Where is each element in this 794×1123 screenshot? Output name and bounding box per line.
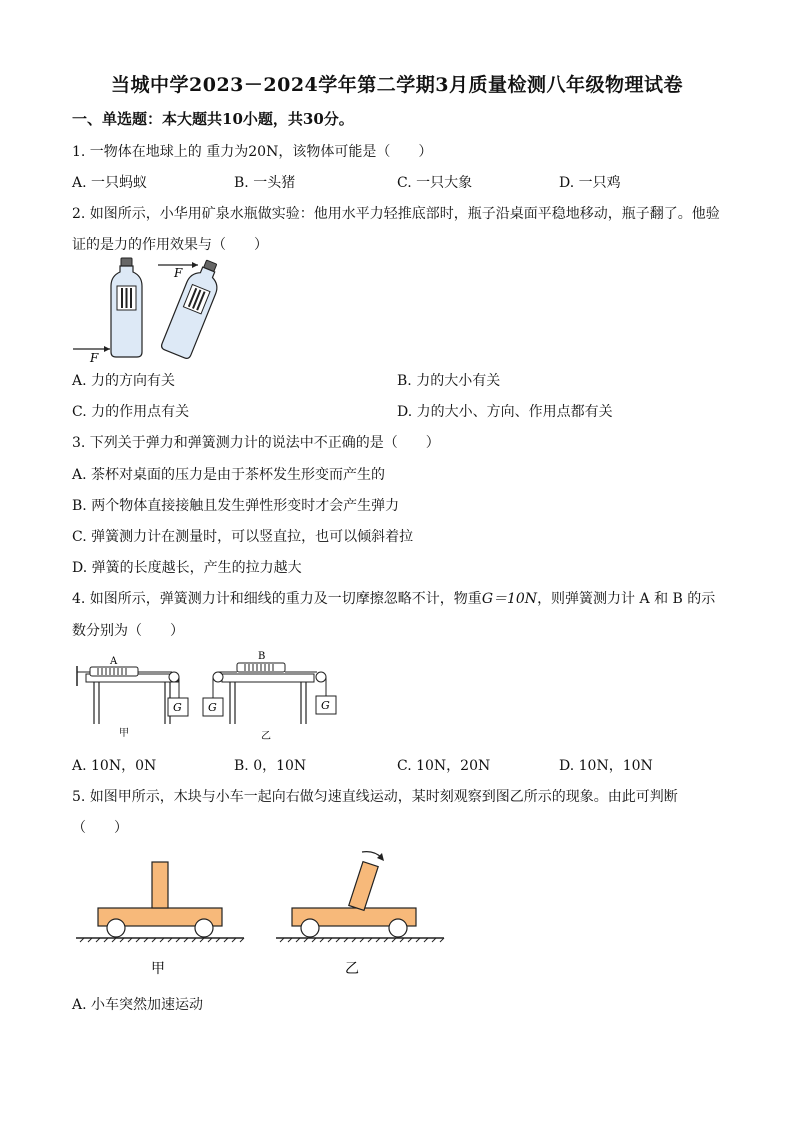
q3-option-a: A. 茶杯对桌面的压力是由于茶杯发生形变而产生的: [72, 467, 386, 483]
question-2-stem-line1: 2. 如图所示，小华用矿泉水瓶做实验：他用水平力轻推底部时，瓶子沿桌面平稳地移动，瓶子翻了。他验: [72, 206, 720, 222]
cart-label-yi: 乙: [345, 961, 359, 977]
question-5-stem-line1: 5. 如图甲所示，木块与小车一起向右做匀速直线运动，某时刻观察到图乙所示的现象。由此可判断: [72, 789, 678, 805]
question-3-stem: 3. 下列关于弹力和弹簧测力计的说法中不正确的是（ ）: [72, 435, 440, 451]
label-jia: 甲: [119, 728, 129, 739]
q4-stem-math: G＝10N: [481, 591, 538, 607]
label-weight-g-1: G: [173, 701, 182, 714]
q1-option-c: C. 一只大象: [397, 175, 473, 191]
force-label-top: F: [174, 266, 183, 280]
question-2-stem-line2: 证的是力的作用效果与（ ）: [72, 237, 268, 253]
question-5-stem-line2: （ ）: [72, 820, 128, 836]
block-tilted: [349, 862, 378, 911]
section-heading: 一、单选题：本大题共10小题，共30分。: [72, 110, 354, 128]
label-weight-g-3: G: [321, 699, 330, 712]
bottle-figure: [70, 256, 240, 368]
page-title: 当城中学2023－2024学年第二学期3月质量检测八年级物理试卷: [111, 74, 683, 96]
label-scale-b: B: [258, 651, 266, 662]
q4-stem-post: ，则弹簧测力计 A 和 B 的示: [537, 591, 716, 607]
label-scale-a: A: [110, 656, 118, 667]
q1-option-d: D. 一只鸡: [559, 175, 621, 191]
figure-yi: [203, 651, 336, 742]
q4-option-a: A. 10N，0N: [72, 758, 157, 774]
label-weight-g-2: G: [208, 701, 217, 714]
question-4-stem-line2: 数分别为（ ）: [72, 623, 184, 639]
q4-stem-pre: 4. 如图所示，弹簧测力计和细线的重力及一切摩擦忽略不计，物重: [72, 591, 482, 607]
label-yi: 乙: [261, 731, 271, 742]
q2-option-a: A. 力的方向有关: [72, 373, 176, 389]
cart-figure-yi: [276, 852, 444, 977]
q1-option-b: B. 一头猪: [234, 175, 296, 191]
bottle-tilted: [160, 256, 226, 359]
q4-option-b: B. 0，10N: [234, 758, 307, 774]
spring-scale-figure: [72, 648, 342, 743]
q3-option-c: C. 弹簧测力计在测量时，可以竖直拉，也可以倾斜着拉: [72, 529, 414, 545]
q4-option-d: D. 10N，10N: [559, 758, 653, 774]
question-4-stem-line1: [72, 588, 715, 608]
cart-label-jia: 甲: [151, 961, 165, 977]
q2-option-b: B. 力的大小有关: [397, 373, 501, 389]
q4-option-c: C. 10N，20N: [397, 758, 491, 774]
q5-option-a: A. 小车突然加速运动: [72, 997, 204, 1013]
cart-figure-jia: [76, 862, 244, 977]
block-upright: [152, 862, 168, 908]
q1-option-a: A. 一只蚂蚁: [72, 175, 148, 191]
figure-jia: [77, 656, 188, 739]
cart-figure: [72, 842, 452, 982]
bottle-upright: [111, 258, 142, 357]
force-label-bottom: F: [90, 351, 99, 365]
q2-option-d: D. 力的大小、方向、作用点都有关: [397, 404, 613, 420]
q3-option-d: D. 弹簧的长度越长，产生的拉力越大: [72, 560, 302, 576]
question-1-stem: 1. 一物体在地球上的 重力为20N，该物体可能是（ ）: [72, 144, 433, 160]
q2-option-c: C. 力的作用点有关: [72, 404, 190, 420]
q3-option-b: B. 两个物体直接接触且发生弹性形变时才会产生弹力: [72, 498, 400, 514]
